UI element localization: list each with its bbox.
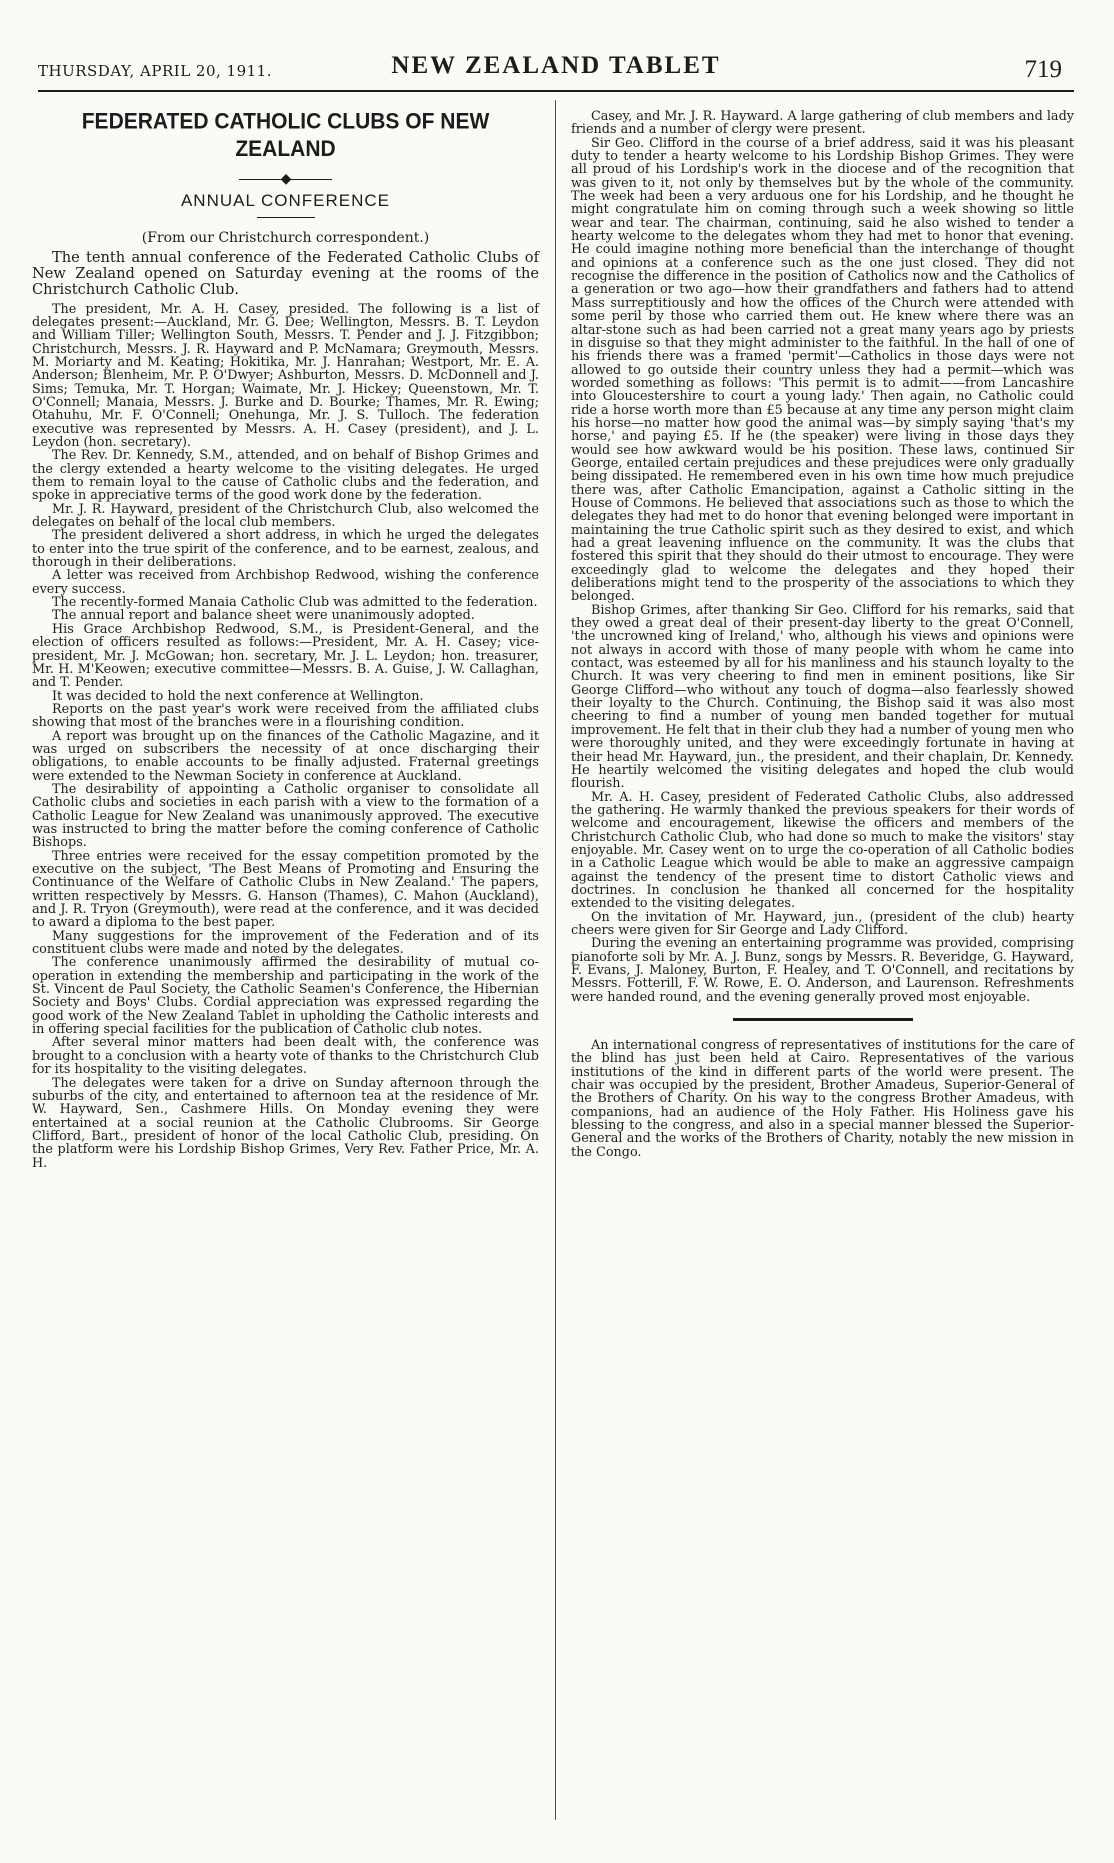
article-paragraph: Sir Geo. Clifford in the course of a brief address, said it was his pleasant duty to tender a hearty welcome to his Lordship Bishop Grimes. They were all proud of his Lordship's work in the diocese and of the recognition that was given to it, not only by themselves but by the whole of the community. The week had been a very arduous one for his Lordship, and he thought he might congratulate him on coming through such a week showing so little wear and tear. The chairman, continuing, said he also wished to tender a hearty welcome to the delegates whom they had met to honor that evening. He could imagine nothing more beneficial than the interchange of thought and opinions at a conference such as the one just closed. They did not recognise the difference in the position of Catholics now and the Catholics of a generation or two ago—how their grandfathers and fathers had to attend Mass surreptitiously and how the offices of the Church were attended with some peril by those who carried them out. He knew where there was an altar-stone such as had been carried not a great many years ago by priests in disguise so that they might administer to the faithful. In the hall of one of his friends there was a framed 'permit'—Catholics in those days were not allowed to go outside their country unless they had a permit—which was worded something as follows: 'This permit is to admit——from Lancashire into Gloucestershire to court a young lady.' Then again, no Catholic could ride a horse worth more than £5 because at any time any person might claim his horse—no matter how good the animal was—by simply saying 'that's my horse,' and paying £5. If he (the speaker) were living in those days they would see how awkward would be his position. These laws, continued Sir George, entailed certain prejudices and these prejudices were only gradually being dissipated. He remembered even in his own time how much prejudice there was, after Catholic Emancipation, against a Catholic sitting in the House of Commons. He believed that associations such as those to which the delegates they had met to do honor that evening belonged were important in maintaining the true Catholic spirit such as they desired to exist, and which had a great leavening influence on the community. It was the clubs that fostered this spirit that they should do their utmost to encourage. They were exceedingly glad to welcome the delegates and they hoped their deliberations might tend to the prosperity of the associations to which they belonged.	[571, 135, 1074, 605]
article-paragraph: The president delivered a short address, in which he urged the delegates to enter into the true spirit of the conference, and to be earnest, zealous, and thorough in their deliberations.	[32, 528, 539, 571]
masthead	[38, 52, 1074, 86]
article-paragraph: After several minor matters had been dealt with, the conference was brought to a conclusion with a hearty vote of thanks to the Christchurch Club for its hospitality to the visiting delegates.	[32, 1035, 539, 1078]
right-column	[571, 110, 1074, 1159]
subtitle-rule	[257, 217, 315, 218]
article-paragraph: The Rev. Dr. Kennedy, S.M., attended, and on behalf of Bishop Grimes and the clergy extended a hearty welcome to the visiting delegates. He urged them to remain loyal to the cause of Catholic clubs and the federation, and spoke in appreciative terms of the good work done by the federation.	[32, 448, 539, 504]
article-paragraph: The conference unanimously affirmed the desirability of mutual co-operation in extending the membership and participating in the work of the St. Vincent de Paul Society, the Catholic Seamen's Conference, the Hibernian Society and Boys' Clubs. Cordial appreciation was expressed regarding the good work of the New Zealand Tablet in upholding the Catholic interests and in offering special facilities for the publication of Catholic club notes.	[32, 955, 539, 1038]
article-paragraph: His Grace Archbishop Redwood, S.M., is President-General, and the election of officers resulted as follows:—President, Mr. A. H. Casey; vice-president, Mr. J. McGowan; hon. secretary, Mr. J. L. Leydon; hon. treasurer, Mr. H. M'Keowen; executive committee—Messrs. B. A. Guise, J. W. Callaghan, and T. Pender.	[32, 621, 539, 691]
article-paragraph: On the invitation of Mr. Hayward, jun., (president of the club) hearty cheers were given for Sir George and Lady Clifford.	[571, 909, 1074, 938]
article-paragraph: An international congress of representatives of institutions for the care of the blind has just been held at Cairo. Representatives of the various institutions of the kind in different parts of the world were present. The chair was occupied by the president, Brother Amadeus, Superior-General of the Brothers of Charity. On his way to the congress Brother Amadeus, with companions, had an audience of the Holy Father. His Holiness gave his blessing to the congress, and also in a special manner blessed the Superior-General and the works of the Brothers of Charity, notably the new mission in the Congo.	[571, 1038, 1074, 1160]
article-paragraph: A letter was received from Archbishop Redwood, wishing the conference every success.	[32, 568, 539, 597]
article-paragraph: Three entries were received for the essay competition promoted by the executive on the subject, 'The Best Means of Promoting and Ensuring the Continuance of the Welfare of Catholic Clubs in New Zealand.' The papers, written respectively by Messrs. G. Hanson (Thames), C. Mahon (Auckland), and J. R. Tryon (Greymouth), were read at the conference, and it was decided to award a diploma to the best paper.	[32, 848, 539, 931]
lead-paragraph: The tenth annual conference of the Federated Catholic Clubs of New Zealand opened on Saturday evening at the rooms of the Christchurch Catholic Club.	[32, 248, 539, 299]
article-paragraph: Mr. J. R. Hayward, president of the Christchurch Club, also welcomed the delegates on behalf of the local club members.	[32, 501, 539, 531]
masthead-rule	[38, 90, 1074, 92]
issue-date: THURSDAY, APRIL 20, 1911.	[38, 62, 272, 80]
page-number: 719	[1024, 56, 1062, 83]
article-paragraph: Mr. A. H. Casey, president of Federated Catholic Clubs, also addressed the gathering. He warmly thanked the previous speakers for their words of welcome and encouragement, likewise the officers and members of the Christchurch Catholic Club, who had done so much to make the visitors' stay enjoyable. Mr. Casey went on to urge the co-operation of all Catholic bodies in a Catholic League which would be able to make an aggressive campaign against the tendency of the present time to distort Catholic views and doctrines. In conclusion he thanked all concerned for the hospitality extended to the visiting delegates.	[571, 789, 1074, 912]
right-column-body	[571, 110, 1074, 1004]
article-subtitle: ANNUAL CONFERENCE	[180, 191, 391, 210]
article-paragraph: The recently-formed Manaia Catholic Club was admitted to the federation.	[52, 595, 538, 611]
article-paragraph: Many suggestions for the improvement of the Federation and of its constituent clubs were made and noted by the delegates.	[32, 928, 539, 958]
article-paragraph: The delegates were taken for a drive on Sunday afternoon through the suburbs of the city, and entertained to afternoon tea at the residence of Mr. W. Hayward, Sen., Cashmere Hills. On Monday evening they were entertained at a social reunion at the Catholic Clubrooms. Sir George Clifford, Bart., president of honor of the local Catholic Club, presiding. On the platform were his Lordship Bishop Grimes, Very Rev. Father Price, Mr. A. H.	[32, 1075, 539, 1171]
left-column	[32, 106, 539, 1170]
article-title: FEDERATED CATHOLIC CLUBS OF NEW ZEALAND	[81, 109, 490, 162]
news-note	[571, 1039, 1074, 1159]
left-column-body	[32, 303, 539, 1170]
article-paragraph: The president, Mr. A. H. Casey, presided. The following is a list of delegates present:—Auckland, Mr. G. Dee; Wellington, Messrs. B. T. Leydon and William Tiller; Wellington South, Messrs. T. Pender and J. J. Fitzgibbon; Christchurch, Messrs. J. R. Hayward and P. McNamara; Greymouth, Messrs. M. Moriarty and M. Keating; Hokitika, Mr. J. Hanrahan; Westport, Mr. E. A. Anderson; Blenheim, Mr. P. O'Dwyer; Ashburton, Messrs. D. McDonnell and J. Sims; Temuka, Mr. T. Horgan; Waimate, Mr. J. Hickey; Queenstown, Mr. T. O'Connell; Manaia, Messrs. J. Burke and D. Bourke; Thames, Mr. R. Ewing; Otahuhu, Mr. F. O'Connell; Onehunga, Mr. J. S. Tulloch. The federation executive was represented by Messrs. A. H. Casey (president), and J. L. Leydon (hon. secretary).	[32, 301, 539, 451]
article-paragraph: The desirability of appointing a Catholic organiser to consolidate all Catholic clubs and societies in each parish with a view to the formation of a Catholic League for New Zealand was unanimously approved. The executive was instructed to bring the matter before the coming conference of Catholic Bishops.	[32, 781, 539, 851]
article-paragraph: Reports on the past year's work were received from the affiliated clubs showing that most of the branches were in a flourishing condition.	[32, 701, 539, 731]
column-divider	[555, 100, 556, 1820]
article-lead	[32, 250, 539, 299]
article-paragraph: During the evening an entertaining programme was provided, comprising pianoforte soli by Mr. A. J. Bunz, songs by Messrs. R. Beveridge, G. Hayward, F. Evans, J. Maloney, Burton, F. Healey, and T. O'Connell, and recitations by Messrs. Fotterill, F. W. Rowe, E. O. Anderson, and Laurenson. Refreshments were handed round, and the evening generally proved most enjoyable.	[571, 936, 1074, 1005]
article-byline: (From our Christchurch correspondent.)	[141, 230, 430, 247]
article-paragraph: The annual report and balance sheet were unanimously adopted.	[52, 608, 475, 624]
article-paragraph: Casey, and Mr. J. R. Hayward. A large gathering of club members and lady friends and a number of clergy were present.	[571, 109, 1074, 138]
title-ornament: ◆	[32, 172, 539, 186]
article-paragraph: It was decided to hold the next conference at Wellington.	[52, 688, 424, 704]
publication-title: NEW ZEALAND TABLET	[391, 52, 721, 79]
article-paragraph: Bishop Grimes, after thanking Sir Geo. Clifford for his remarks, said that they owed a great deal of their present-day liberty to the great O'Connell, 'the uncrowned king of Ireland,' who, although his views and opinions were not always in accord with those of many people with whom he came into contact, was esteemed by all for his manliness and his staunch loyalty to the Church. It was very cheering to find men in eminent positions, like Sir George Clifford—who without any touch of dogma—also fearlessly showed their loyalty to the Church. Continuing, the Bishop said it was also most cheering to find a number of young men banded together for mutual improvement. He felt that in their club they had a number of young men who were thoroughly united, and they were exceedingly fortunate in having at their head Mr. Hayward, jun., the president, and their chaplain, Dr. Kennedy. He heartily welcomed the visiting delegates and hoped the club would flourish.	[571, 602, 1074, 792]
article-separator	[733, 1018, 913, 1021]
article-paragraph: A report was brought up on the finances of the Catholic Magazine, and it was urged on subscribers the necessity of at once discharging their obligations, to enable accounts to be finally adjusted. Fraternal greetings were extended to the Newman Society in conference at Auckland.	[32, 728, 539, 784]
